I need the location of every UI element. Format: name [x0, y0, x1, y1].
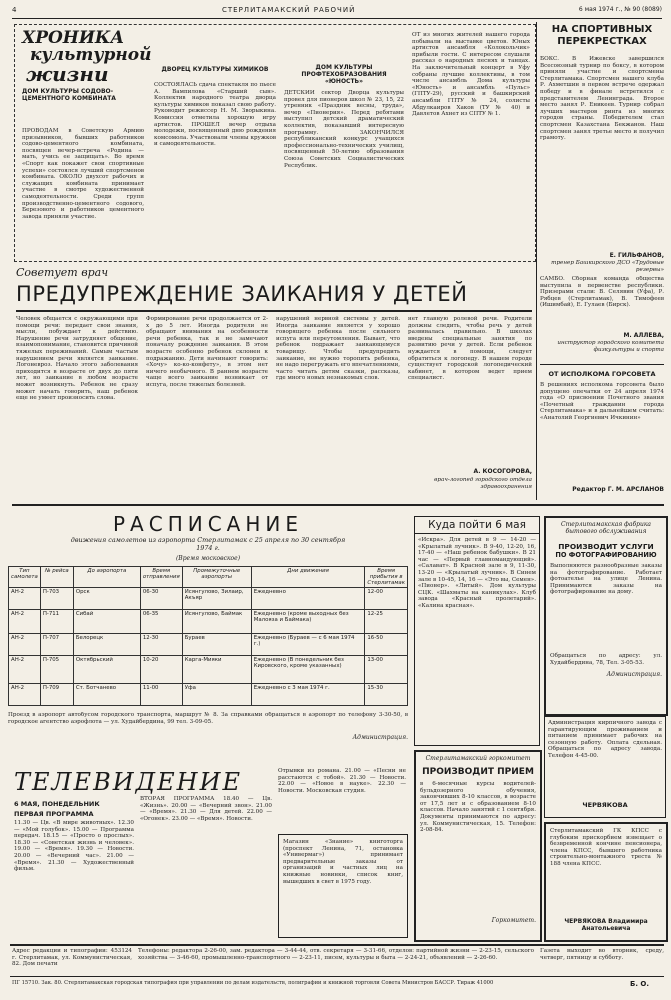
tv-program1: ПЕРВАЯ ПРОГРАММА: [14, 810, 94, 818]
cell: Уфа: [182, 684, 251, 706]
speech-sign: А. КОСОГОРОВА,: [473, 468, 532, 475]
col-header: Время отправления: [140, 567, 182, 588]
schedule-block: [8, 512, 408, 760]
speech-title-underline: [16, 310, 532, 312]
cell: 10-20: [140, 656, 182, 684]
table-row: [9, 610, 408, 634]
chronicle-heading: [22, 28, 152, 102]
sport-text2: САМБО. Сборная команда общества выступила в первенстве республики. Призерами стали: В. Селявин (Уфа), Р. Рябцев (Стерлитамак), В. Тимофеев (Ишимбай), Е. Гулаев (Бирск).: [540, 276, 664, 309]
sport-divider: [540, 364, 664, 365]
shop-ad-text: Магазин «Знание» книготорга (проспект Ленина, 71, остановка «Универмаг») принимает предварительные заказы от организаций и частных лиц на книжные новинки, список книг, вышедших в свет в 1975 году.: [283, 839, 403, 885]
speech-col3: нарушений нервной системы у детей. Иногда заикание является у хорошо говорящего ребенка после сильного испуга или переутомления. Бывает, что ребенок подражает заикающемуся товарищу. Чтобы предупредить заикание, не нужно торопить ребенка, не надо перегружать его впечатлениями, часто читать детям сказки, рассказы, где много новых незнакомых слов.: [276, 316, 400, 382]
school-title: ПРОИЗВОДИТ ПРИЕМ: [422, 767, 534, 777]
footer-divider: [10, 944, 664, 946]
school-text: в 6-месячные курсы водителей-бульдозерного обучения, закончивших 8-10 классов, в возрасте от 17,5 лет и с образованием 8-10 классов. Начало занятий с 1 сентября. Документы принимаются по адресу: ул. Коммунистическая, 15. Телефон: 2-08-84.: [420, 781, 536, 834]
schedule-title: РАСПИСАНИЕ: [113, 512, 303, 536]
cell: АН-2: [9, 656, 41, 684]
table-row: [9, 684, 408, 706]
editor-line: Редактор Г. М. АРСЛАНОВ: [572, 486, 664, 493]
cell: П-707: [40, 634, 73, 656]
obituary-ad: [544, 822, 668, 942]
tv-title: ТЕЛЕВИДЕНИЕ: [14, 768, 243, 796]
col-header: Дни движения: [251, 567, 365, 588]
chronicle-col1-text: ПРОВОДАМ в Советскую Армию призывников, бывших работников содово-цементного комбината, посвящен вечер-встреча «Родина — мать, учись ее защищать». Во время «Спорт как покажет свои спортивные успехи» состоялся лучший спортсменов комбината. ОКОЛО двухсот рабочих и служащих комбината принимает участие в смотре художественной самодеятельности. Среди групп производственно-цементного содового, Березового и работников цементного завода приняли участие.: [22, 128, 144, 220]
admin-ad-text: Администрация кирпичного завода с гарантирующим проживанием и питанием принимает рабочих на сезонную работу. Оплата сдельная. Обращаться по адресу завода. Телефон 4-45-00.: [548, 720, 662, 759]
exec-text: В решениях исполкома горсовета было допущено опечатки от 24 апреля 1974 года «О присвоении Почетного звания «Почетный гражданин города Стерлитамака» и в дальнейшем считать: «Анатолий Георгиевич Ичкинин»: [540, 382, 664, 421]
mid-divider: [12, 504, 664, 506]
cell: 12-00: [365, 588, 408, 610]
where-title: Куда пойти 6 мая: [415, 517, 539, 534]
tv-col3: Отрывки из романа. 21.00 — «Песни не расстаются с тобой». 21.30 — Новости. 22.00 — «Новое в науке». 22.30 — Новости. Московская студия.: [278, 768, 406, 794]
footer-address: Адрес редакции и типографии: 453124 г. Стерлитамак, ул. Коммунистическая, 82. Дом печати: [12, 948, 132, 968]
school-header: Стерлитамакский горкомитет: [425, 755, 531, 762]
tv-day: 6 МАЯ, ПОНЕДЕЛЬНИК: [14, 800, 100, 808]
table-row: [9, 656, 408, 684]
where-to-go-box: [414, 516, 540, 746]
cell: 11-00: [140, 684, 182, 706]
cell: 12-25: [365, 610, 408, 634]
cell: Карга-Мияки: [182, 656, 251, 684]
tv-col2: ВТОРАЯ ПРОГРАММА 18.40 — Цв. «Жизнь». 20.00 — «Вечерний звон». 21.00 — «Время». 21.30 — Для детей. 22.00 — «Огонек». 23.00 — «Время». Новости.: [140, 796, 272, 822]
cell: Ежедневно (В понедельник без Кировского, кроме указанных): [251, 656, 365, 684]
photo-title2: ПО ФОТОГРАФИРОВАНИЮ: [555, 551, 657, 559]
obituary-text: Стерлитамакский ГК КПСС с глубоким прискорбием извещает о безвременной кончине пенсионера, члена КПСС, бывшего работника строительно-монтажного треста № 188 члена КПСС.: [550, 828, 662, 867]
sport-title-line1: НА СПОРТИВНЫХ: [551, 24, 653, 35]
masthead: [12, 6, 662, 19]
cell: 06-30: [140, 588, 182, 610]
obituary-name: ЧЕРВЯКОВА Владимира Анатольевича: [564, 918, 648, 932]
cell: Октябрьский: [73, 656, 140, 684]
col-header: Тип самолета: [9, 567, 41, 588]
photo-title1: ПРОИЗВОДИТ УСЛУГИ: [558, 542, 654, 551]
sport-title-line2: ПЕРЕКРЕСТКАХ: [557, 36, 647, 47]
cell: 15-30: [365, 684, 408, 706]
table-row: [9, 634, 408, 656]
speech-col1: Человек общается с окружающими при помощи речи: передает свои знания, мысли, побуждает к действию. Нарушение речи затрудняет общение, взаимопонимание, становится причиной тяжелых переживаний. Самым частым нарушением речи является заикание. Логоневроз. Начало этого заболевания приходится в возрасте от двух до пяти лет, но заикание в любом возрасте может возникнуть. Ребенок не сразу может начать говорить, наш ребенок еще не умеет произносить слова.: [16, 316, 138, 402]
speech-col4: нет главную ролевой речи. Родители должны следить, чтобы речь у детей развивалась правильно. В школах введены специальные занятия по развитию речи у детей. Если ребенок нуждается в помощи, следует обратиться к логопеду. В нашем городе существует городской логопедический кабинет, в котором ведет прием специалист.: [408, 316, 532, 382]
cell: Ст. Ботчанево: [73, 684, 140, 706]
chronicle-title-3: жизни: [26, 62, 109, 86]
photo-contact: Обращаться по адресу: ул. Худайбердина, 78, Тел. 3-05-53.: [550, 653, 662, 666]
cell: 16-50: [365, 634, 408, 656]
cell: Исянгулово, Зилаир, Акъяр: [182, 588, 251, 610]
paper-name: СТЕРЛИТАМАКСКИЙ РАБОЧИЙ: [222, 6, 356, 14]
footer-divider-2: [10, 976, 664, 977]
speech-title: ПРЕДУПРЕЖДЕНИЕ ЗАИКАНИЯ У ДЕТЕЙ: [16, 282, 468, 306]
footer-phones: Телефоны: редактора 2-26-00, зам. редактора — 3-44-44, отв. секретаря — 3-31-66, отделов: партийной жизни — 2-23-15, сельского хозяйства — 3-46-60, промышленно-транспортного — 2-23-11, писем, культуры и быта — 2-24-21, объявлений — 2-26-60.: [138, 948, 534, 961]
chronicle-subtitle: ДОМ КУЛЬТУРЫ СОДОВО-ЦЕМЕНТНОГО КОМБИНАТА: [22, 88, 116, 102]
cell: АН-2: [9, 684, 41, 706]
footer-schedule: Газета выходит во вторник, среду, четверг, пятницу и субботу.: [540, 948, 664, 961]
column-divider: [536, 22, 537, 500]
chronicle-title-2: культурной: [30, 45, 152, 65]
sport-sign1: Е. ГИЛЬФАНОВ,: [609, 252, 664, 259]
sport-sign1-role: тренер Башкирского ДСО «Трудовые резервы»: [551, 260, 664, 273]
schedule-time-note: (Время московское): [175, 555, 241, 562]
cell: АН-2: [9, 610, 41, 634]
cell: Ежедневно: [251, 588, 365, 610]
cell: АН-2: [9, 588, 41, 610]
speech-col2: Формирование речи продолжается от 2-х до 5 лет. Иногда родители не обращают внимания на особенности речи ребенка, так и не замечают поначалу рождение заикания. В этом возрасте особенно ребенок склонен к подражанию. Дети начинают говорить: «Хочу» ко-ко-конфету», в этом нет ничего необычного. В раннем возрасте чаще всего заикание возникает от испуга, после тяжелых болезней.: [146, 316, 268, 388]
cell: Орск: [73, 588, 140, 610]
schedule-admin: Администрация.: [352, 734, 408, 741]
admin-ad-name: ЧЕРВЯКОВА: [582, 801, 628, 809]
admin-ad: [544, 716, 666, 818]
tv-col1: 11.30 — Цв. «В мире животных». 12.30 — «Мой голубок». 15.00 — Программа передач. 18.15 — «Просто о прослых». 18.30 — «Советская жизнь и человек». 19.00 — «Время». 19.30 — Новости. 20.00 — «Вечерний час». 21.00 — «Время». 21.30 — Художественный фильм.: [14, 820, 134, 873]
cell: Ежедневно (кроме выходных без Малояза и Баймака): [251, 610, 365, 634]
cell: Белорецк: [73, 634, 140, 656]
schedule-footnote: Проезд в аэропорт автобусом городского транспорта, маршрут № 8. За справками обращаться в аэропорт по телефону 3-30-50, в городское агентство аэрофлота — ул. Худайбердина, 99 тел. 3-09-05.: [8, 712, 408, 725]
chronicle-col4-text: ОТ из многих жителей нашего города побывали на выставке цветов. Юных артистов ансамбля «Колокольчик» прибыли гости. С интересом слушали рассказ о народных песнях и танцах. На заключительный концерт в Уфу собраны лучшие коллективы, в том числе ансамбль Дома культуры «Юность» и ансамбль «Пульс» (ГПТУ-29), русский и башкирский ансамбли ГПТУ № 24, солисты Абдулкаиров Хаков (ТУ № 40) и Давлетов Ахнет из СПТУ № 1.: [412, 32, 530, 118]
cell: П-703: [40, 588, 73, 610]
page-number: 4: [12, 6, 18, 14]
issue-date: 6 мая 1974 г., № 90 (8089): [578, 6, 662, 13]
schedule-header-row: [9, 567, 408, 588]
school-ad: [414, 750, 542, 942]
where-text: «Искра». Для детей в 9 — 14-20 — «Крылатый лучник». В 9-40, 12-20, 16, 17-40 — «Наш ребенок бабушки». В 21 час — «Первый главномандующий». «Салават». В Красной зале в 9, 11-30, 13-20 — «Крылатый лучник». В Синем зале в 10-45, 14, 16 — «Это вы, Семен». «Пионер». «Литый». Дом культуры СЦК. «Шахматы на каникулах». Клуб завода «Красный пролетарий». «Калина красная».: [418, 537, 536, 609]
cell: Бураев: [182, 634, 251, 656]
exec-title: ОТ ИСПОЛКОМА ГОРСОВЕТА: [548, 370, 656, 378]
footer-imprint: ПГ 15710. Зак. 80. Стерлитамакская городская типография при управлении по делам издательств, полиграфии и книжной торговли Совета Министров БАССР. Тираж 41000: [12, 980, 494, 986]
shop-ad: [278, 834, 408, 938]
chronicle-col3-head: ДОМ КУЛЬТУРЫ ПРОФТЕХОБРАЗОВАНИЯ «ЮНОСТЬ»: [301, 64, 387, 85]
photo-header: Стерлитамакская фабрика бытового обслуживания: [561, 521, 651, 535]
col-header: № рейса: [40, 567, 73, 588]
speech-advice: Советует врач: [16, 266, 109, 279]
table-row: [9, 588, 408, 610]
footer-page-end: Б. О.: [630, 980, 650, 988]
chronicle-title: ХРОНИКА: [22, 28, 125, 48]
cell: 13-00: [365, 656, 408, 684]
photo-text: Выполняются разнообразные заказы на фотографирование. Работает фотоателье на улице Ленина. Принимаются заказы на фотографирование на дому.: [550, 563, 662, 596]
cell: Сибай: [73, 610, 140, 634]
speech-sign-role: врач-логопед городского отдела здравоохранения: [434, 477, 532, 490]
col-header: До аэропорта: [73, 567, 140, 588]
cell: П-711: [40, 610, 73, 634]
photo-admin: Администрация.: [606, 671, 662, 678]
chronicle-col3-text: ДЕТСКИЙ сектор Дворца культуры провел для пионеров школ № 23, 15, 22 утренник «Праздник весны, труда», вечер «Пионерия». Перед ребятами выступил детский драматический коллектив, показавший интересную программу. ЗАКОНЧИЛСЯ республиканский конкурс учащихся профессионально-технических училищ, посвященный 50-летию образования Союза Советских Социалистических Республик.: [284, 90, 404, 169]
cell: П-705: [40, 656, 73, 684]
sport-sign2: М. АЛЛЕВА,: [623, 332, 664, 339]
cell: АН-2: [9, 634, 41, 656]
cell: П-709: [40, 684, 73, 706]
col-header: Время прибытия в Стерлитамак: [365, 567, 408, 588]
sport-title: [540, 24, 664, 48]
schedule-subtitle: движения самолетов из аэропорта Стерлитамак с 25 апреля по 30 сентября 1974 г.: [70, 536, 346, 552]
chronicle-col2-head: ДВОРЕЦ КУЛЬТУРЫ ХИМИКОВ: [161, 66, 269, 73]
cell: 06-35: [140, 610, 182, 634]
photo-ad: [544, 516, 668, 716]
chronicle-col2-text: СОСТОЯЛАСЬ сдача спектакля по пьесе А. Вампилова «Старший сын». Коллектив народного театра дворца культуры химиков показал свою работу. Руководит режиссер Н. М. Зворыкина. Комиссия отметила хорошую игру артистов. ПРОШЕЛ вечер отдыха молодежи, посвященный дню рождения комсомола. Участвовали члены кружков и самодеятельности.: [154, 82, 276, 148]
col-header: Промежуточные аэропорты: [182, 567, 251, 588]
sport-sign2-role: инструктор городского комитета физкультуры и спорта: [557, 340, 664, 353]
sport-text: БОКС. В Ижевске завершился Всесоюзный турнир по боксу, в котором приняли участие и спортсмены Стерлитамака. Спортсмен нашего клуба Р. Ахметшин в первом встрече одержал победу и в финале встретился с представителем Ленинграда. Второе место занял Р. Еникеев. Турнир собрал лучших мастеров ринга из многих городов страны. Победителем стал спортсмен Казахстана Бекжанов. Наш спортсмен занял третье место и получил грамоту.: [540, 56, 664, 142]
schedule-table: [8, 566, 408, 706]
cell: Ежедневно (Бураев — с 6 мая 1974 г.): [251, 634, 365, 656]
cell: Исянгулово, Баймак: [182, 610, 251, 634]
cell: 12-30: [140, 634, 182, 656]
school-sign: Горкомитет.: [491, 917, 536, 924]
cell: Ежедневно с 3 мая 1974 г.: [251, 684, 365, 706]
